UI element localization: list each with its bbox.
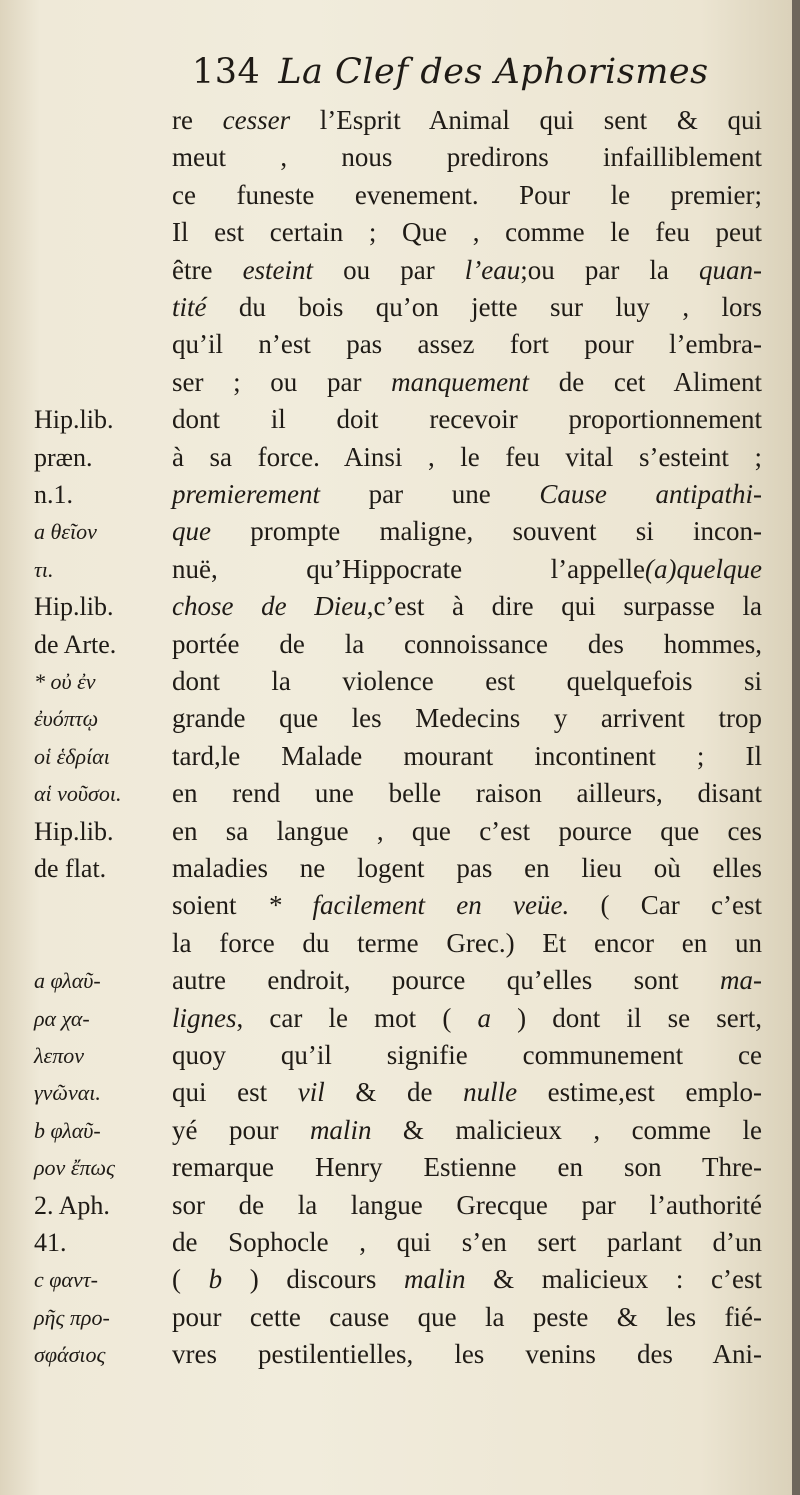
text-line [172,1000,762,1037]
text-line [172,252,762,289]
italic-span: nulle [463,1077,518,1108]
text-span: qu’il n’est pas assez fort pour l’embra- [172,329,762,360]
italic-span: manquement [391,366,530,397]
text-span: meut , nous predirons infailliblement [172,142,762,173]
margin-note: c φαντ- [34,1267,98,1293]
margin-note: 41. [34,1228,67,1257]
text-line [172,1149,762,1186]
italic-span: que [172,516,211,547]
text-span: ) discours [222,1264,405,1295]
text-span: nuë, qu’Hippocrate l’appelle [172,553,646,584]
text-line [172,439,762,476]
margin-note: οἱ ἑδρίαι [34,743,110,769]
text-span: portée de la connoissance des hommes, [172,628,762,659]
text-line [172,326,762,363]
text-line [172,1074,762,1111]
page-number: 134 [192,52,261,92]
text-line [172,626,762,663]
italic-span: a [477,1002,491,1033]
text-span: estime,est emplo- [517,1077,762,1108]
margin-note: γνῶναι. [34,1080,101,1106]
text-line [172,700,762,737]
margin-note: αἱ νοῦσοι. [34,781,122,807]
text-span: , car le mot ( [236,1002,478,1033]
italic-span: chose de Dieu [172,591,367,622]
italic-span: malin [404,1264,466,1295]
text-line [172,1112,762,1149]
page-header [192,52,709,92]
text-span: ) dont il se sert, [490,1002,762,1033]
text-line [172,663,762,700]
margin-note: n.1. [34,480,73,509]
margin-note: ρα χα- [34,1005,90,1031]
text-line [172,738,762,775]
text-span: re [172,105,223,135]
italic-span: malin [309,1114,372,1145]
italic-span: tité [172,292,207,322]
text-span: dont il doit recevoir proportionnement [172,404,762,435]
italic-span: Cause antipathi- [539,479,763,509]
text-span: autre endroit, pource qu’elles sont [172,965,720,996]
text-span: & malicieux : c’est [465,1264,762,1295]
text-line [172,1261,762,1298]
text-span: maladies ne logent pas en lieu où elles [172,853,762,883]
text-span: vres pestilentielles, les venins des Ani- [172,1339,762,1370]
margin-note: ρῆς προ- [34,1304,110,1330]
text-span: de cet Aliment [529,366,762,397]
margin-note: a θεῖον [34,519,97,545]
italic-span: vil [297,1077,325,1108]
margin-note: 2. Aph. [34,1190,110,1220]
italic-span: (a)quelque [645,553,762,584]
text-line [172,962,762,999]
text-span: ( [172,1264,209,1295]
margin-note: de Arte. [34,629,117,659]
text-line [172,813,762,850]
italic-span: lignes [172,1002,237,1033]
margin-note: ἐυόπτῳ [34,706,99,732]
text-span: ser ; ou par [172,366,392,397]
margin-note: b φλαῦ- [34,1117,101,1143]
margin-note: σφάσιος [34,1342,106,1368]
margin-note: de flat. [34,854,107,883]
italic-span: * facilement en veüe. [267,890,570,921]
text-line [172,1336,762,1373]
italic-span: esteint [242,254,314,285]
text-span: qui est [172,1077,298,1108]
text-span: grande que les Medecins y arrivent trop [172,703,762,734]
text-span: du bois qu’on jette sur luy , lors [206,292,762,322]
text-line [172,1037,762,1074]
text-line [172,775,762,812]
italic-span: cesser [222,105,291,135]
text-span: de Sophocle , qui s’en sert parlant d’un [172,1227,762,1257]
text-line [172,1224,762,1261]
margin-note: Hip.lib. [34,592,114,622]
text-span: sor de la langue Grecque par l’authorité [172,1189,762,1220]
text-line [172,139,762,176]
italic-span: premierement [172,479,320,509]
text-line [172,551,762,588]
text-line [172,850,762,887]
text-span: remarque Henry Estienne en son Thre- [172,1152,762,1183]
text-span: prompte maligne, souvent si incon- [210,516,762,547]
text-span: pour cette cause que la peste & les fié- [172,1301,762,1332]
text-line [172,401,762,438]
text-line [172,588,762,625]
text-span: être [172,254,243,285]
text-line [172,513,762,550]
text-line [172,887,762,924]
text-span: ;ou par la [520,254,700,285]
text-span: en sa langue , que c’est pource que ces [172,815,762,846]
text-span: ,c’est à dire qui surpasse la [366,591,762,622]
text-span: & de [324,1077,464,1108]
text-span: en rend une belle raison ailleurs, disant [172,778,762,809]
text-span: la force du terme Grec.) Et encor en un [172,927,762,958]
text-line [172,177,762,214]
text-line [172,1299,762,1336]
italic-span: quan- [699,254,763,285]
text-span: ce funeste evenement. Pour le premier; [172,179,762,210]
margin-note: Hip.lib. [34,405,114,435]
text-line [172,214,762,251]
text-span: soient [172,890,268,921]
margin-note: præn. [34,442,93,472]
margin-note: Hip.lib. [34,816,114,846]
text-span: Il est certain ; Que , comme le feu peut [172,217,762,248]
text-span: l’Esprit Animal qui sent & qui [290,105,762,135]
running-title: La Clef des Aphorismes [278,52,709,92]
text-span: dont la violence est quelquefois si [172,666,762,696]
italic-span: l’eau [464,254,521,285]
page-edge-shadow [792,0,800,1495]
text-span: ( Car c’est [569,890,762,921]
text-span: par une [319,479,540,509]
italic-span: ma- [720,965,762,996]
text-span: ou par [313,254,465,285]
margin-note: * οὐ ἐν [34,669,96,694]
text-line [172,925,762,962]
margin-note: a φλαῦ- [34,968,101,994]
margin-note: λεπον [34,1043,84,1068]
text-span: & malicieux , comme le [371,1114,762,1145]
text-span: yé pour [172,1114,310,1145]
margin-note: τι. [34,556,54,582]
text-line [172,364,762,401]
text-line [172,1187,762,1224]
text-line [172,289,762,326]
text-span: quoy qu’il signifie communement ce [172,1040,762,1070]
text-span: à sa force. Ainsi , le feu vital s’esteint ; [172,441,762,472]
margin-note: ρον ἔπως [34,1155,115,1181]
text-line [172,476,762,513]
text-line [172,102,762,139]
text-span: tard,le Malade mourant incontinent ; Il [172,740,762,771]
italic-span: b [208,1264,223,1295]
